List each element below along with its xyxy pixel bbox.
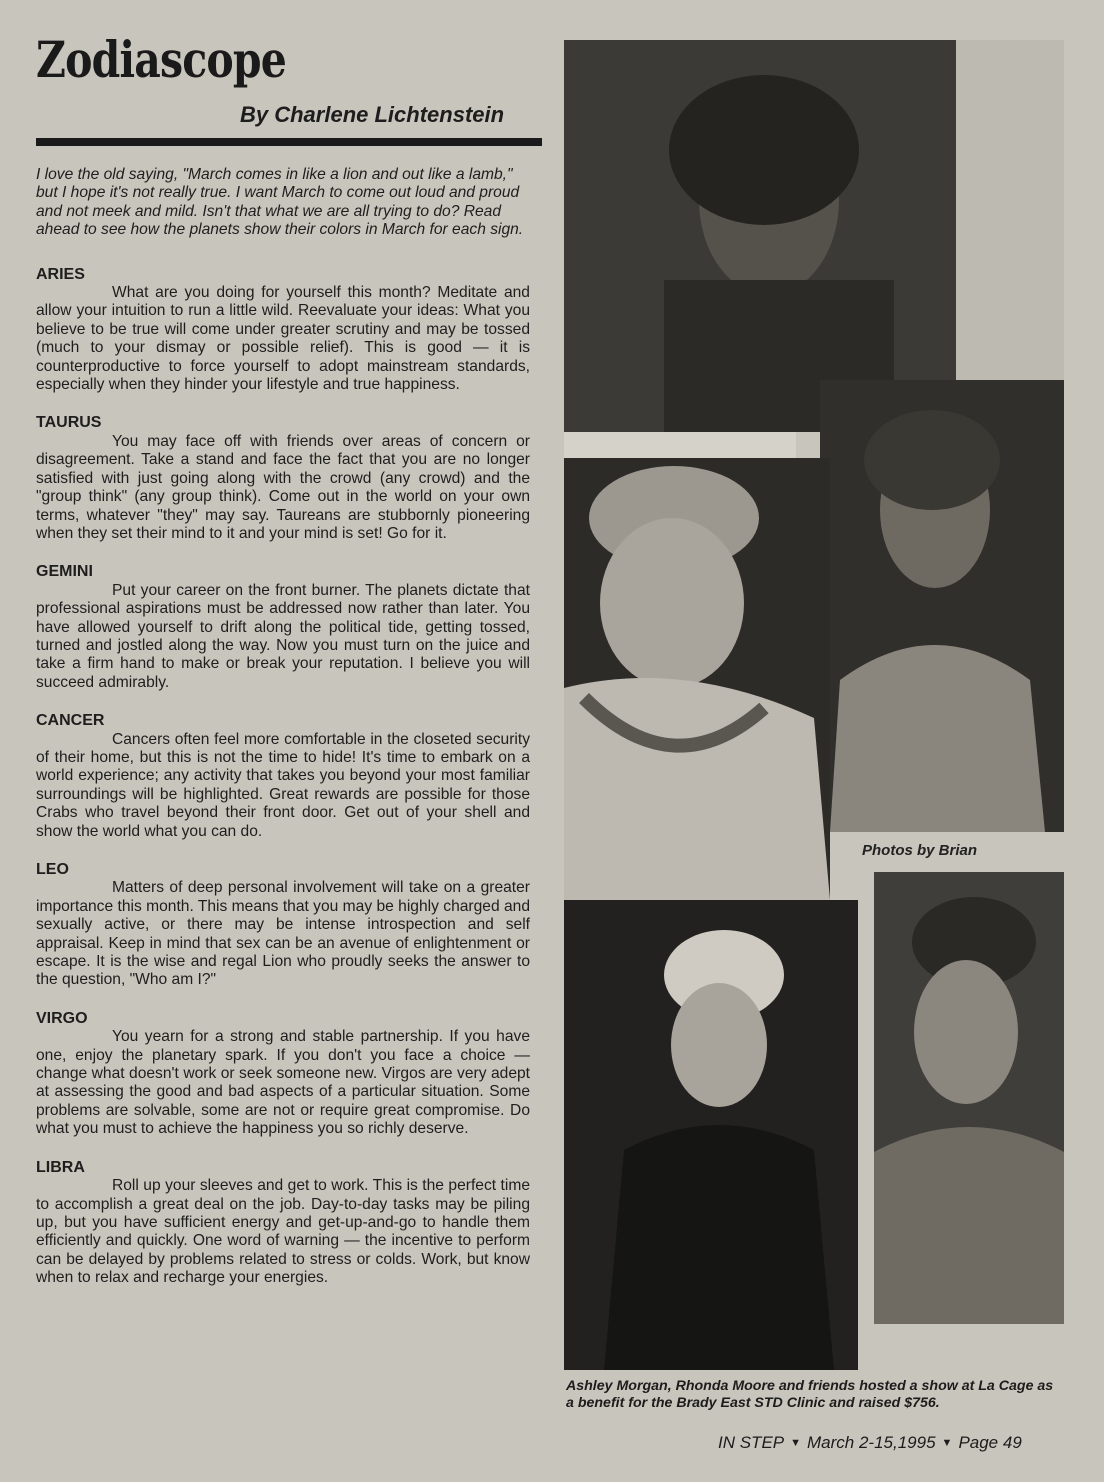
photo-image: [564, 900, 858, 1370]
sign-heading: LIBRA: [36, 1158, 85, 1176]
sign-text: You yearn for a strong and stable partnership. If you have one, enjoy the planetary spark. If you don't you face a choice — change what doesn't work or seek someone new. Virgos are very adept at assessing the good and bad aspects of a particular situation. Some problems are solvable, some are not or require great compromise. Do what you must to achieve the happiness you so richly deserve.: [36, 1028, 530, 1138]
sign-virgo: [36, 1010, 530, 1139]
photo-credit: Photos by Brian: [862, 842, 978, 859]
sign-heading: TAURUS: [36, 414, 102, 432]
sign-leo: [36, 861, 530, 990]
sign-heading: LEO: [36, 861, 69, 878]
sign-text: What are you doing for yourself this month? Meditate and allow your intuition to run a little wild. Reevaluate your ideas: What you believe to be true will come under greater scrutiny and may be tossed (much to your dismay or possible relief). This is good — it is counterproductive to force yourself to adopt mainstream standards, especially when they hinder your lifestyle and true happiness.: [36, 284, 530, 394]
sign-text: You may face off with friends over areas of concern or disagreement. Take a stand and face the fact that you are no longer satisfied with just going along with the crowd (any crowd) and the "group think" (any group think). Come out in the world on your own terms, whatever "they" may say. Taureans are stubbornly pioneering when they set their mind to it and your mind is set! Go for it.: [36, 432, 530, 542]
sign-text: Put your career on the front burner. The planets dictate that professional aspirations must be addressed now rather than later. You have allowed yourself to drift along the political tide, getting tossed, turned and jostled along the way. Now you must turn on the juice and take a firm hand to make or break your reputation. I believe you will succeed admirably.: [36, 581, 530, 691]
photo-image: [874, 872, 1064, 1324]
photo-caption: Ashley Morgan, Rhonda Moore and friends hosted a show at La Cage as a benefit for the Brady East STD Clinic and raised $756.: [566, 1378, 1054, 1411]
title-rule: [36, 138, 542, 146]
byline: By Charlene Lichtenstein: [240, 102, 505, 127]
photo-image: [564, 40, 1064, 432]
sign-gemini: [36, 563, 530, 692]
sign-text: Cancers often feel more comfortable in the closeted security of their home, but this is not the time to hide! It's time to embark on a world experience; any activity that takes you beyond your most familiar surroundings will be highlighted. Great rewards are possible for those Crabs who travel beyond their front door. Get out of your shell and show the world what you can do.: [36, 730, 530, 840]
photo-bottom-right: [874, 872, 1064, 1324]
photo-bottom-left: [564, 900, 858, 1370]
sign-aries: [36, 266, 530, 395]
sign-heading: CANCER: [36, 712, 105, 730]
triangle-separator-icon: ▼: [790, 1437, 802, 1449]
intro-paragraph: I love the old saying, "March comes in like a lion and out like a lamb," but I hope it's not really true. I want March to come out loud and proud and not meek and mild. Isn't that what we are all trying to do? Read ahead to see how the planets show their colors in March for each sign.: [36, 166, 524, 239]
page-number: Page 49: [958, 1433, 1022, 1452]
sign-cancer: [36, 712, 530, 841]
article-title: Zodiascope: [36, 30, 287, 89]
photo-portrait-top: [564, 40, 1064, 432]
photo-collage: [564, 40, 1064, 1370]
sign-heading: GEMINI: [36, 563, 93, 581]
sign-heading: VIRGO: [36, 1009, 88, 1027]
sign-heading: ARIES: [36, 265, 85, 283]
page-footer: [718, 1433, 1022, 1453]
issue-date: March 2-15,1995: [807, 1433, 936, 1452]
photo-image: [820, 380, 1064, 832]
triangle-separator-icon: ▼: [941, 1437, 953, 1449]
photo-performer-left: [564, 458, 830, 900]
article-body: [36, 166, 530, 1308]
photo-gap: [564, 432, 796, 458]
publication-name: IN STEP: [718, 1433, 785, 1452]
sign-text: Matters of deep personal involvement will take on a greater importance this month. This means that you may be highly charged and sexually active, or there may be intense introspection and self appraisal. Keep in mind that sex can be an avenue of enlightenment or escape. It is the wise and regal Lion who proudly seeks the answer to the question, "Who am I?": [36, 879, 530, 989]
sign-taurus: [36, 414, 530, 543]
photo-performer-right: [820, 380, 1064, 832]
sign-text: Roll up your sleeves and get to work. This is the perfect time to accomplish a great deal on the job. Day-to-day tasks may be piling up, but you have sufficient energy and get-up-and-go to handle them efficiently and quickly. One word of warning — the incentive to perform can be delayed by problems related to stress or colds. Work, but know when to relax and recharge your energies.: [36, 1177, 530, 1287]
photo-image: [564, 458, 830, 900]
sign-libra: [36, 1159, 530, 1288]
